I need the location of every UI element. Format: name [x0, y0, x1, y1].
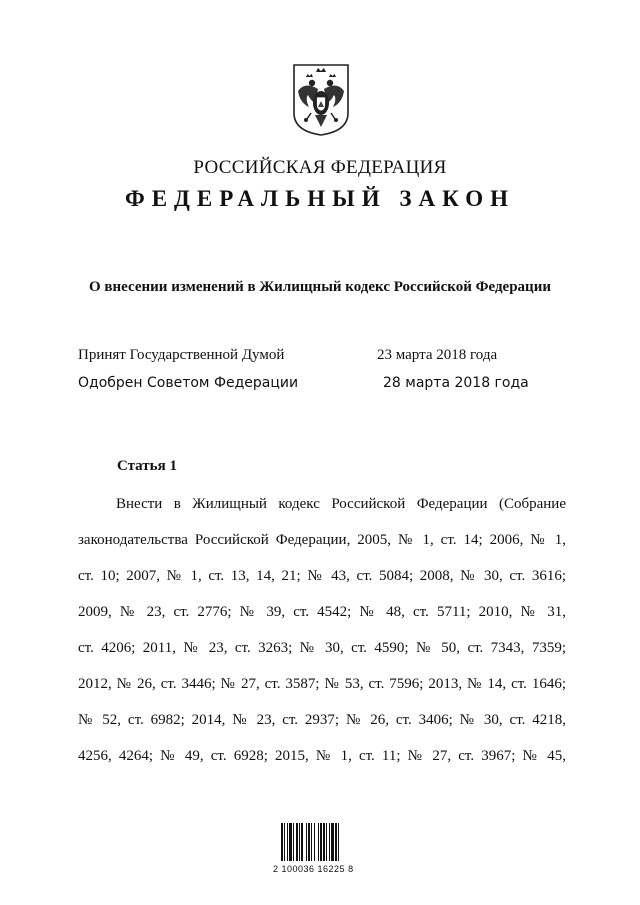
article-line: ст. 10; 2007, № 1, ст. 13, 14, 21; № 43, ст. 5084; 2008, № 30, ст. 3616; — [78, 568, 566, 584]
article-line: законодательства Российской Федерации, 2005, № 1, ст. 14; 2006, № 1, — [78, 532, 566, 548]
article-line: № 52, ст. 6982; 2014, № 23, ст. 2937; № 26, ст. 3406; № 30, ст. 4218, — [78, 712, 566, 728]
barcode-bar — [318, 823, 319, 861]
article-line: 2012, № 26, ст. 3446; № 27, ст. 3587; № 53, ст. 7596; 2013, № 14, ст. 1646; — [78, 676, 566, 692]
article-line: ст. 4206; 2011, № 23, ст. 3263; № 30, ст. 4590; № 50, ст. 7343, 7359; — [78, 640, 566, 656]
barcode-bar — [296, 823, 298, 861]
barcode-bar — [335, 823, 337, 861]
council-approval-date: 28 марта 2018 года — [383, 375, 529, 391]
barcode-bar — [281, 823, 283, 861]
law-type-title: ФЕДЕРАЛЬНЫЙ ЗАКОН — [124, 186, 516, 211]
barcode-bar — [306, 823, 307, 861]
barcode-bar — [287, 823, 288, 861]
barcode-bar — [284, 823, 285, 861]
barcode-bar — [329, 823, 330, 861]
barcode-bar — [331, 823, 334, 861]
council-approval-label: Одобрен Советом Федерации — [78, 375, 299, 391]
barcode-bar — [323, 823, 325, 861]
barcode-bar — [320, 823, 322, 861]
article-body — [78, 486, 566, 774]
barcode-bar — [301, 823, 303, 861]
barcode-bar — [308, 823, 310, 861]
barcode-bar — [289, 823, 292, 861]
coat-of-arms-icon — [291, 63, 351, 137]
article-heading: Статья 1 — [117, 458, 177, 474]
barcode-bar — [338, 823, 339, 861]
barcode-bar — [299, 823, 300, 861]
article-line: 2009, № 23, ст. 2776; № 39, ст. 4542; № 48, ст. 5711; 2010, № 31, — [78, 604, 566, 620]
barcode-bar — [311, 823, 312, 861]
duma-adoption-date: 23 марта 2018 года — [377, 347, 498, 363]
article-line: Внести в Жилищный кодекс Российской Федерации (Собрание — [116, 496, 566, 512]
barcode-bar — [293, 823, 294, 861]
barcode-bar — [326, 823, 327, 861]
barcode-icon — [281, 819, 361, 861]
law-subject-title: О внесении изменений в Жилищный кодекс Российской Федерации — [89, 279, 551, 295]
barcode-number: 2 100036 16225 8 — [273, 864, 354, 874]
article-line: 4256, 4264; № 49, ст. 6928; 2015, № 1, ст. 11; № 27, ст. 3967; № 45, — [78, 748, 566, 764]
country-name: РОССИЙСКАЯ ФЕДЕРАЦИЯ — [193, 157, 447, 178]
duma-adoption-label: Принят Государственной Думой — [78, 347, 285, 363]
barcode-bar — [314, 823, 315, 861]
